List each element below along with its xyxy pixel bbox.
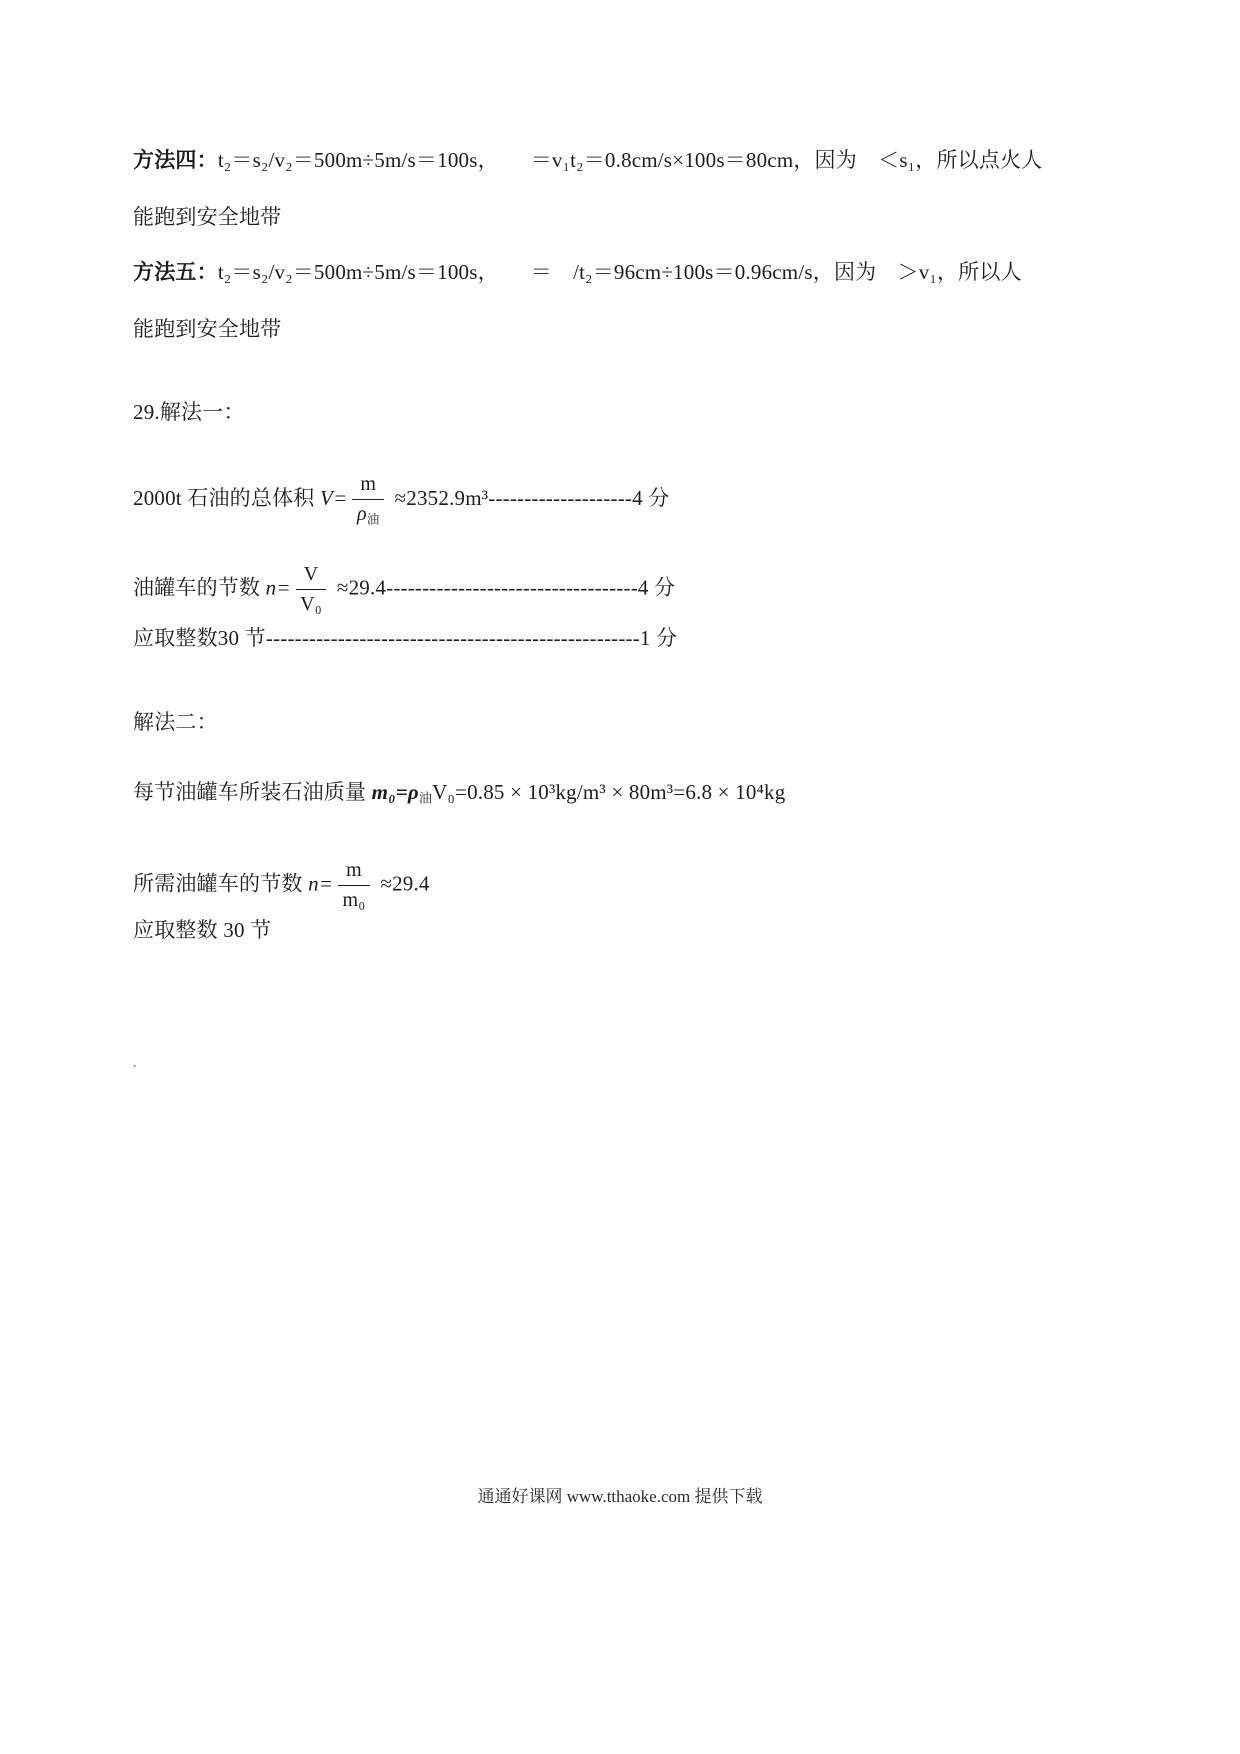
q29-volume-var: V=: [319, 485, 348, 510]
q29-count2-line: [133, 858, 1110, 913]
q29-volume-dashes: --------------------: [488, 485, 633, 510]
q29-heading-solution2: [133, 708, 1110, 736]
q29-integer2-text: 应取整数 30 节: [133, 918, 272, 942]
method4-line1: [133, 146, 1110, 174]
q29-heading1-text: 29.解法一：: [133, 400, 245, 424]
fraction-numerator: m: [352, 472, 384, 500]
q29-count-score: 4 分: [637, 575, 676, 600]
q29-count-var: n=: [265, 575, 291, 600]
fraction-denominator: [352, 500, 384, 528]
q29-count-result: ≈29.4: [331, 575, 387, 600]
method4-label: 方法四：: [133, 148, 218, 172]
q29-count-prefix: 油罐车的节数: [133, 575, 266, 600]
q29-mass-m0: m₀=: [371, 780, 408, 804]
rho-symbol: ρ: [357, 503, 367, 525]
q29-mass-rest: V₀=0.85 × 10³kg/m³ × 80m³=6.8 × 10⁴kg: [432, 780, 786, 804]
method5-line1: [133, 258, 1110, 286]
q29-volume-result: ≈2352.9m³: [389, 485, 489, 510]
method4-line1-text: t₂＝s₂/v₂＝500m÷5m/s＝100s， ＝v₁t₂＝0.8cm/s×100s＝80cm，因为 ＜s₁，所以点火人: [217, 148, 1043, 172]
q29-integer1-dashes: ----------------------------------------------------: [265, 626, 640, 650]
q29-mass-prefix: 每节油罐车所装石油质量: [133, 780, 372, 804]
rho-subscript-oil: 油: [418, 790, 433, 806]
fraction-m-over-m0: [338, 858, 370, 913]
q29-heading2-text: 解法二：: [133, 710, 218, 734]
method5-line1-text: t₂＝s₂/v₂＝500m÷5m/s＝100s， ＝ /t₂＝96cm÷100s＝0.96cm/s，因为 ＞v₁，所以人: [217, 260, 1022, 284]
q29-count2-prefix: 所需油罐车的节数: [133, 871, 309, 896]
q29-count2-var: n=: [308, 871, 334, 896]
rho-subscript-oil: 油: [366, 512, 380, 527]
page-footer: 通通好课网 www.tthaoke.com 提供下载: [477, 1487, 763, 1506]
q29-count-dashes: -----------------------------------: [386, 575, 638, 600]
method5-line2-text: 能跑到安全地带: [133, 317, 282, 341]
q29-integer2-line: [133, 916, 1110, 944]
q29-count-line: [133, 562, 1110, 617]
method4-line2: [133, 203, 1110, 231]
fraction-v-over-v0: [296, 562, 327, 617]
q29-integer1-text: 应取整数30 节: [133, 626, 266, 650]
q29-integer1-score: 1 分: [639, 626, 678, 650]
fraction-m-over-rho: [352, 472, 384, 528]
rho-symbol: ρ: [407, 780, 419, 804]
fraction-denominator: m₀: [342, 889, 366, 911]
q29-mass-line: [133, 778, 1110, 807]
q29-volume-line: [133, 472, 1110, 528]
method5-label: 方法五：: [133, 260, 218, 284]
fraction-denominator: V₀: [300, 593, 322, 615]
method4-line2-text: 能跑到安全地带: [133, 205, 282, 229]
q29-heading-solution1: [133, 398, 1110, 426]
q29-volume-score: 4 分: [632, 485, 670, 510]
q29-volume-prefix: 2000t 石油的总体积: [133, 485, 320, 510]
fraction-numerator: m: [338, 858, 370, 886]
q29-count2-result: ≈29.4: [374, 871, 430, 896]
q29-integer1-line: [133, 624, 1110, 652]
method5-line2: [133, 315, 1110, 343]
fraction-numerator: V: [296, 562, 327, 590]
stray-period: .: [133, 1056, 137, 1071]
